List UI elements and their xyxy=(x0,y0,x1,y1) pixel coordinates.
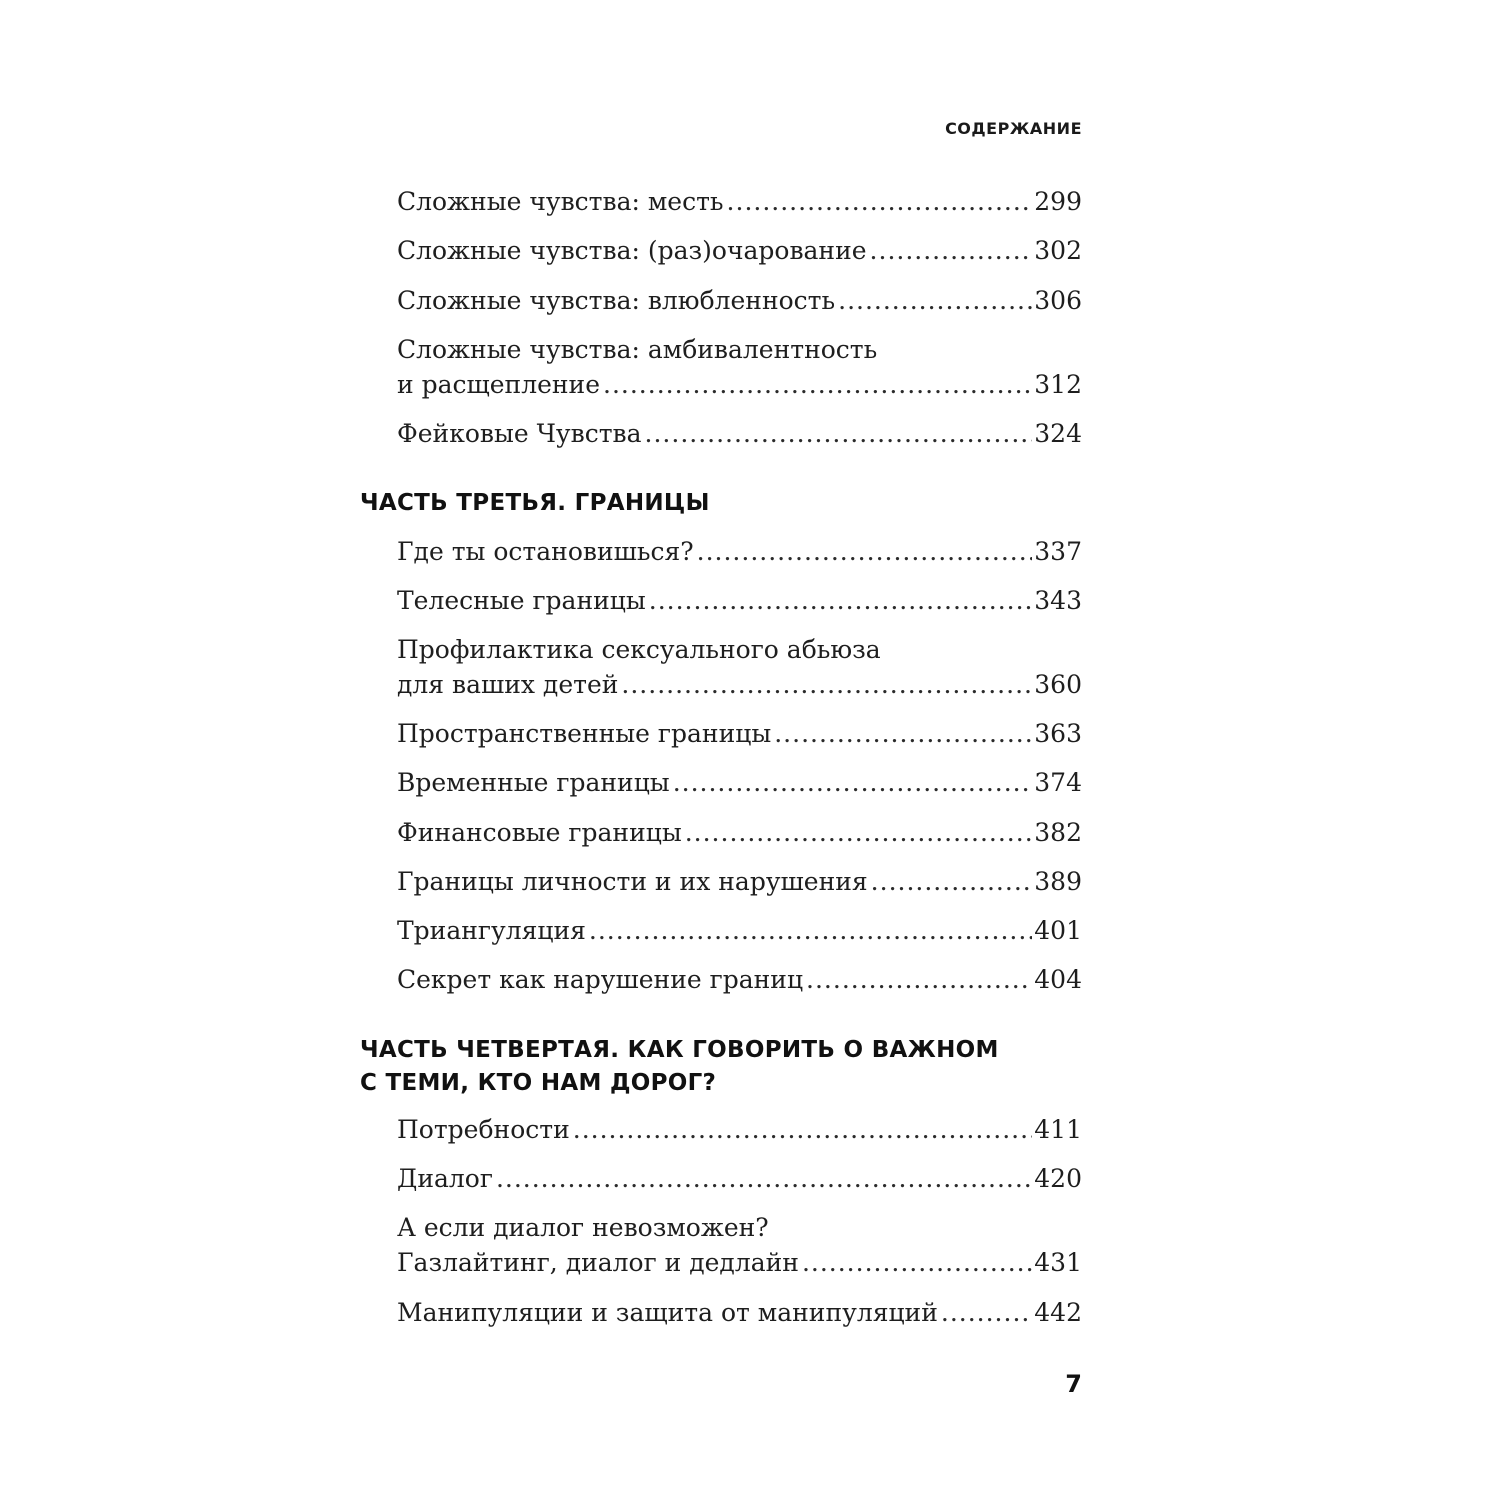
toc-entry-page: 420 xyxy=(1034,1164,1082,1193)
toc-entry-page: 302 xyxy=(1034,236,1082,265)
dot-leader xyxy=(685,816,1033,850)
toc-entry-page: 411 xyxy=(1034,1115,1082,1144)
toc-entry xyxy=(397,417,1082,451)
toc-entry-title: Фейковые Чувства xyxy=(397,419,642,448)
dot-leader xyxy=(802,1246,1032,1280)
toc-entry-page: 442 xyxy=(1034,1298,1082,1327)
toc-entry-title: Сложные чувства: месть xyxy=(397,187,724,216)
dot-leader xyxy=(806,963,1032,997)
toc-entry xyxy=(397,185,1082,219)
toc-entry-title: Временные границы xyxy=(397,768,670,797)
toc-entry-title: Сложные чувства: влюбленность xyxy=(397,286,836,315)
toc-entry xyxy=(397,1246,1082,1280)
toc-entry-page: 306 xyxy=(1034,286,1082,315)
toc-entry-first-line: Сложные чувства: амбивалентность xyxy=(397,335,878,364)
dot-leader xyxy=(589,914,1032,948)
toc-entry xyxy=(397,914,1082,948)
dot-leader xyxy=(838,284,1032,318)
toc-entry-page: 374 xyxy=(1034,768,1082,797)
toc-entry-page: 360 xyxy=(1034,670,1082,699)
toc-entry xyxy=(397,668,1082,702)
toc-entry xyxy=(397,535,1082,569)
dot-leader xyxy=(621,668,1032,702)
dot-leader xyxy=(774,717,1032,751)
toc-entry-title: и расщепление xyxy=(397,370,601,399)
toc-entry-first-line: Профилактика сексуального абьюза xyxy=(397,635,881,664)
toc-entry xyxy=(397,368,1082,402)
part-heading: ЧАСТЬ ТРЕТЬЯ. ГРАНИЦЫ xyxy=(360,490,710,516)
dot-leader xyxy=(697,535,1033,569)
toc-entry-title: Сложные чувства: (раз)очарование xyxy=(397,236,867,265)
toc-entry xyxy=(397,234,1082,268)
dot-leader xyxy=(573,1113,1033,1147)
dot-leader xyxy=(727,185,1033,219)
page-number: 7 xyxy=(1065,1370,1082,1398)
dot-leader xyxy=(496,1162,1032,1196)
toc-entry-page: 363 xyxy=(1034,719,1082,748)
toc-entry xyxy=(397,717,1082,751)
toc-entry-title: Секрет как нарушение границ xyxy=(397,965,804,994)
toc-entry-page: 312 xyxy=(1034,370,1082,399)
toc-entry-title: Манипуляции и защита от манипуляций xyxy=(397,1298,938,1327)
toc-entry-title: Где ты остановишься? xyxy=(397,537,694,566)
toc-entry-page: 431 xyxy=(1034,1248,1082,1277)
toc-entry xyxy=(397,1113,1082,1147)
toc-entry xyxy=(397,584,1082,618)
toc-entry-title: Границы личности и их нарушения xyxy=(397,867,868,896)
toc-entry-page: 299 xyxy=(1034,187,1082,216)
toc-entry-title: Потребности xyxy=(397,1115,570,1144)
toc-entry-title: Диалог xyxy=(397,1164,493,1193)
dot-leader xyxy=(673,766,1033,800)
toc-entry xyxy=(397,865,1082,899)
toc-entry-page: 343 xyxy=(1034,586,1082,615)
dot-leader xyxy=(603,368,1032,402)
toc-entry-title: Телесные границы xyxy=(397,586,646,615)
toc-entry-page: 389 xyxy=(1034,867,1082,896)
part-heading-line2: С ТЕМИ, КТО НАМ ДОРОГ? xyxy=(360,1070,717,1096)
part-heading-line1: ЧАСТЬ ЧЕТВЕРТАЯ. КАК ГОВОРИТЬ О ВАЖНОМ xyxy=(360,1037,999,1063)
toc-entry xyxy=(397,1296,1082,1330)
toc-entry-first-line: А если диалог невозможен? xyxy=(397,1213,769,1242)
toc-entry xyxy=(397,1162,1082,1196)
toc-entry-page: 401 xyxy=(1034,916,1082,945)
toc-entry-page: 404 xyxy=(1034,965,1082,994)
running-head: СОДЕРЖАНИЕ xyxy=(945,119,1082,138)
toc-entry-page: 337 xyxy=(1034,537,1082,566)
toc-entry-title: Триангуляция xyxy=(397,916,586,945)
dot-leader xyxy=(941,1296,1032,1330)
dot-leader xyxy=(870,234,1033,268)
toc-entry xyxy=(397,816,1082,850)
dot-leader xyxy=(649,584,1033,618)
dot-leader xyxy=(871,865,1033,899)
toc-entry xyxy=(397,963,1082,997)
toc-entry-page: 382 xyxy=(1034,818,1082,847)
toc-entry-page: 324 xyxy=(1034,419,1082,448)
dot-leader xyxy=(645,417,1033,451)
toc-entry xyxy=(397,284,1082,318)
toc-entry-title: для ваших детей xyxy=(397,670,619,699)
toc-entry xyxy=(397,766,1082,800)
toc-entry-title: Пространственные границы xyxy=(397,719,772,748)
toc-entry-title: Газлайтинг, диалог и дедлайн xyxy=(397,1248,799,1277)
toc-entry-title: Финансовые границы xyxy=(397,818,682,847)
